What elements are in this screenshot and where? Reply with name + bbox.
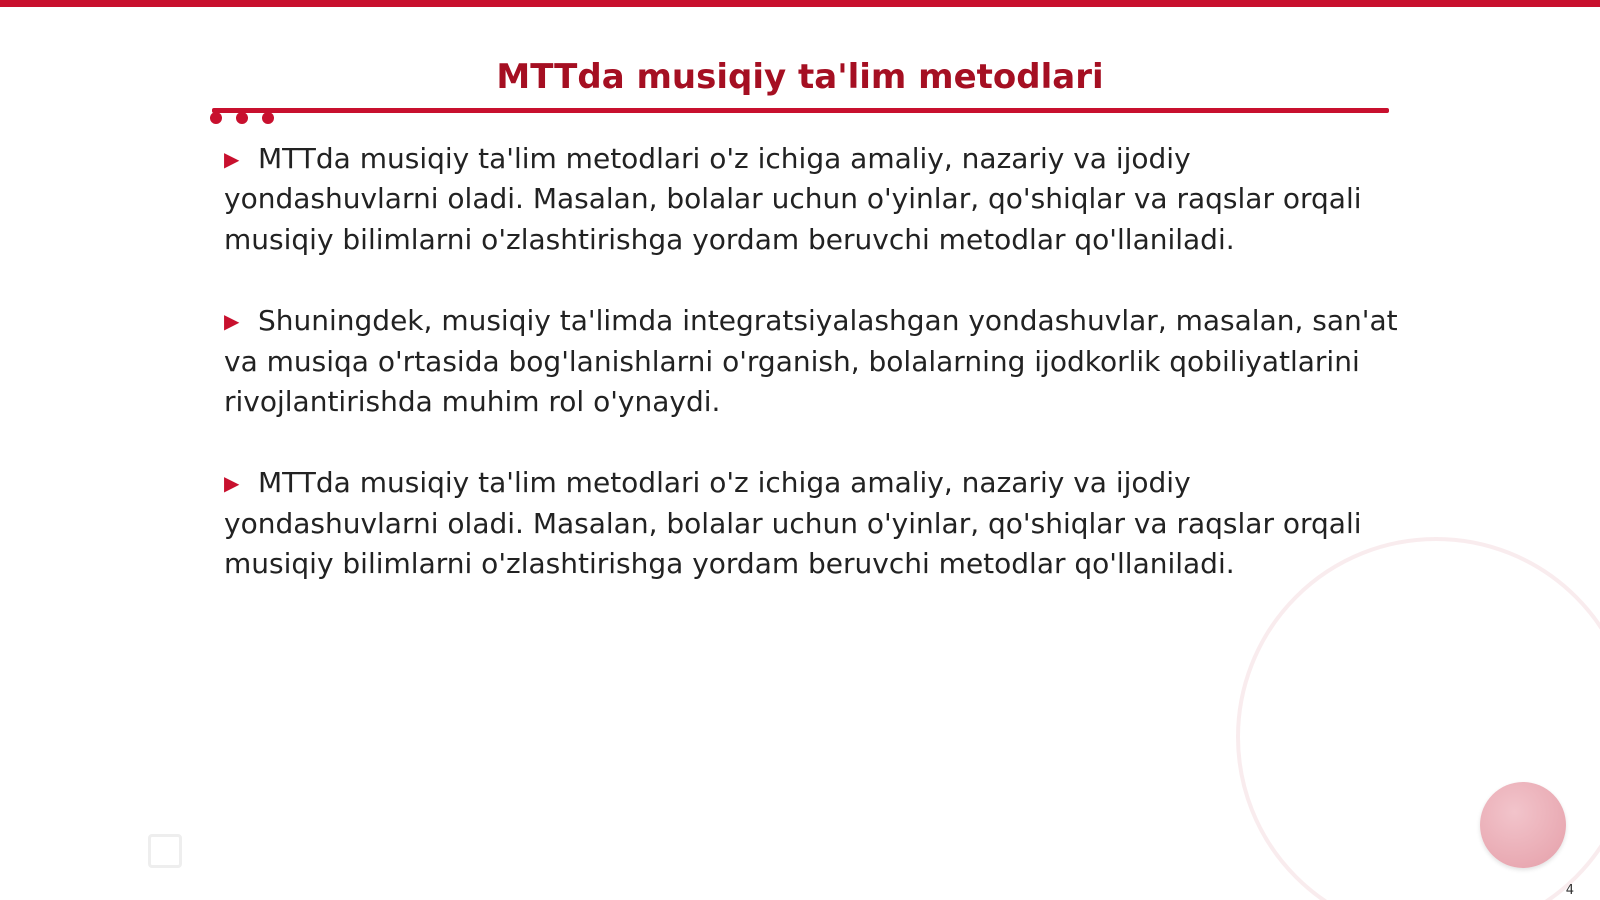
page-number: 4 <box>1565 883 1574 898</box>
bullet-text: MTTda musiqiy ta'lim metodlari o'z ichiga amaliy, nazariy va ijodiy yondashuvlarni oladi. Masalan, bolalar uchun o'yinlar, qo'shiqlar va raqslar orqali musiqiy bilimlarni o'zlashtirishga yordam beruvchi metodlar qo'llaniladi. <box>224 142 1362 256</box>
top-accent-bar <box>0 0 1600 7</box>
triangle-bullet-icon: ▶ <box>224 471 240 496</box>
decorative-dot <box>210 112 222 124</box>
slide-title: MTTda musiqiy ta'lim metodlari <box>496 57 1104 97</box>
bullet-item <box>224 301 1400 422</box>
bullet-item <box>224 463 1400 584</box>
triangle-bullet-icon: ▶ <box>224 309 240 334</box>
bullet-list <box>224 139 1400 626</box>
triangle-bullet-icon: ▶ <box>224 147 240 171</box>
bullet-text: Shuningdek, musiqiy ta'limda integratsiyalashgan yondashuvlar, masalan, san'at va musiqa o'rtasida bog'lanishlarni o'rganish, bolalarning ijodkorlik qobiliyatlarini rivojlantirishda muhim rol o'ynaydi. <box>224 304 1398 419</box>
title-underline <box>212 108 1389 113</box>
decorative-circle-filled <box>1480 782 1566 868</box>
decorative-square <box>148 834 182 868</box>
decorative-dot <box>236 112 248 124</box>
bullet-text: MTTda musiqiy ta'lim metodlari o'z ichiga amaliy, nazariy va ijodiy yondashuvlarni oladi. Masalan, bolalar uchun o'yinlar, qo'shiqlar va raqslar orqali musiqiy bilimlarni o'zlashtirishga yordam beruvchi metodlar qo'llaniladi. <box>224 466 1362 581</box>
decorative-dot <box>262 112 274 124</box>
bullet-item <box>224 139 1400 260</box>
